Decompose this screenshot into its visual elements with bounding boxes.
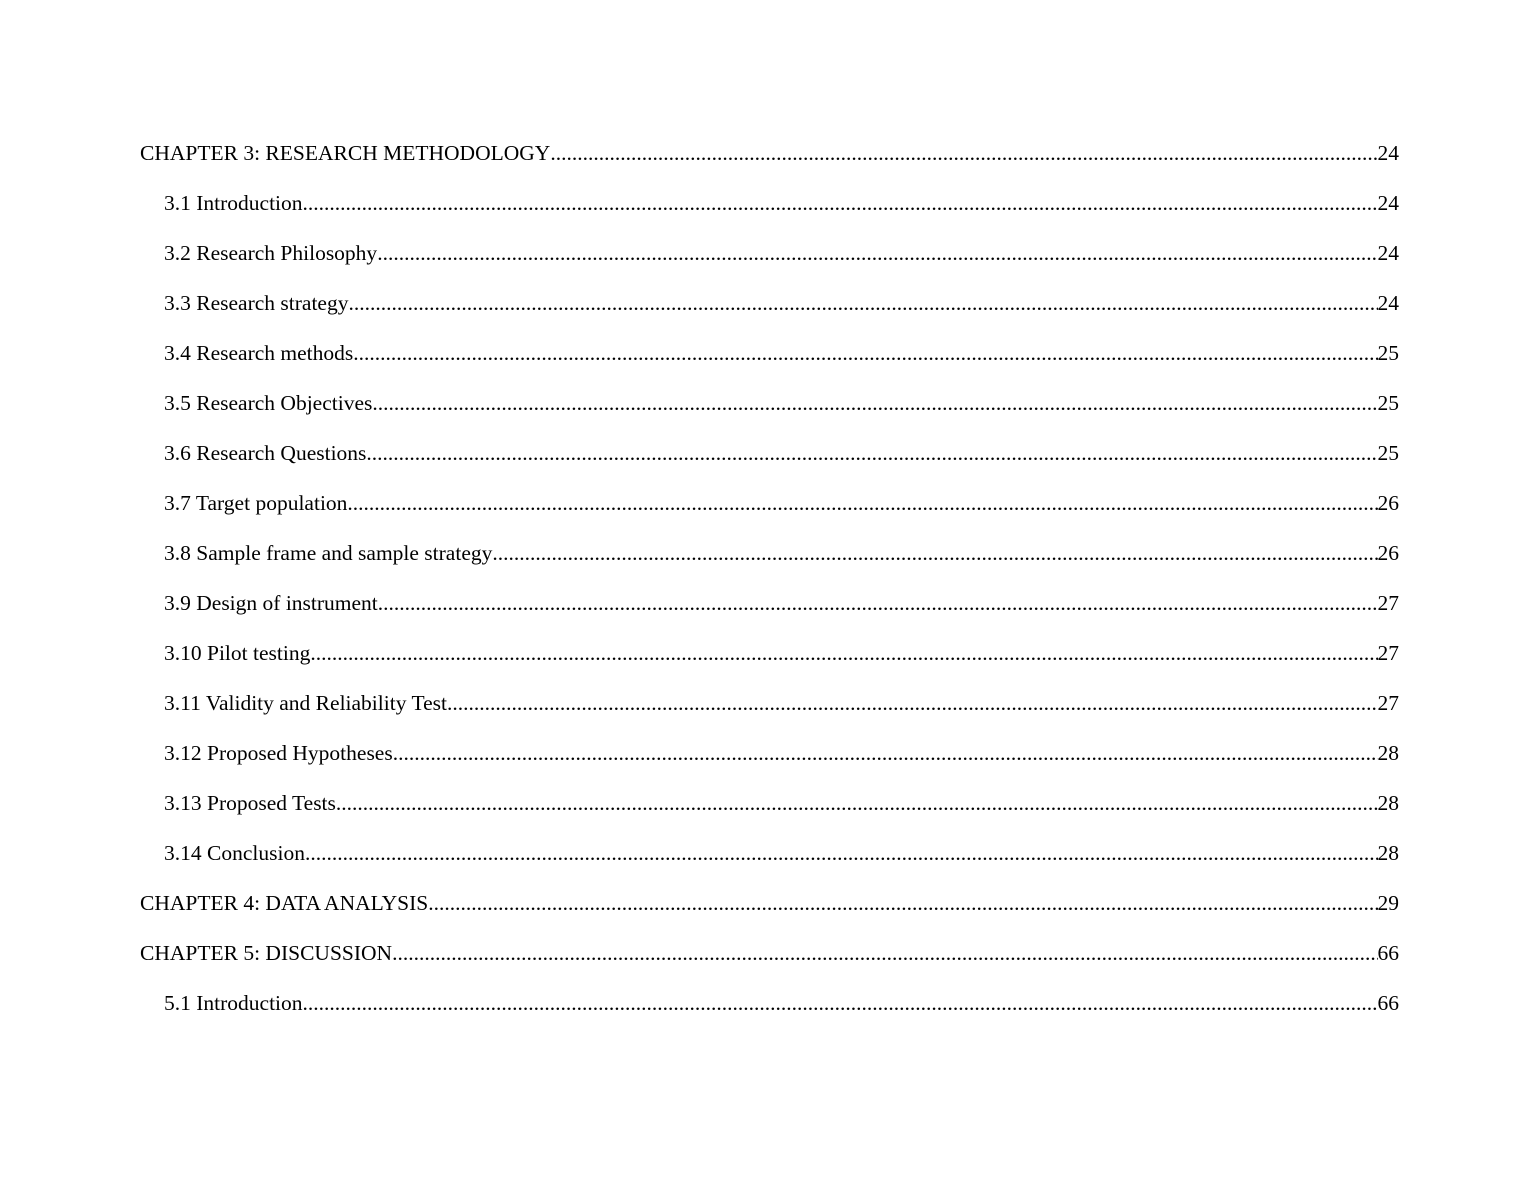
toc-entry-title: 3.13 Proposed Tests: [164, 791, 336, 815]
toc-entry-5-1[interactable]: [140, 978, 1399, 1028]
toc-page-number: 28: [1377, 741, 1399, 765]
toc-entry-3-10[interactable]: [140, 628, 1399, 678]
toc-entry-3-9[interactable]: [140, 578, 1399, 628]
toc-entry-3-3[interactable]: [140, 278, 1399, 328]
toc-page-number: 24: [1377, 241, 1399, 265]
toc-entry-title: 3.7 Target population: [164, 491, 348, 515]
toc-dot-leader: [447, 678, 1378, 728]
toc-entry-title: 3.5 Research Objectives: [164, 391, 373, 415]
toc-entry-title: 3.4 Research methods: [164, 341, 354, 365]
toc-page-number: 28: [1377, 791, 1399, 815]
toc-entry-3-6[interactable]: [140, 428, 1399, 478]
toc-dot-leader: [310, 628, 1377, 678]
toc-entry-chapter-5[interactable]: [140, 928, 1399, 978]
toc-entry-title: 3.3 Research strategy: [164, 291, 349, 315]
toc-dot-leader: [377, 228, 1377, 278]
toc-dot-leader: [348, 278, 1377, 328]
toc-entry-title: 3.1 Introduction: [164, 191, 303, 215]
toc-page-number: 27: [1377, 591, 1399, 615]
toc-entry-3-13[interactable]: [140, 778, 1399, 828]
toc-entry-3-14[interactable]: [140, 828, 1399, 878]
toc-entry-title: CHAPTER 4: DATA ANALYSIS: [140, 891, 429, 915]
toc-dot-leader: [353, 328, 1377, 378]
toc-entry-title: 3.10 Pilot testing: [164, 641, 311, 665]
toc-entry-title: 3.12 Proposed Hypotheses: [164, 741, 393, 765]
toc-page-number: 24: [1377, 291, 1399, 315]
toc-dot-leader: [303, 978, 1378, 1028]
toc-page-number: 25: [1377, 391, 1399, 415]
toc-entry-3-2[interactable]: [140, 228, 1399, 278]
toc-dot-leader: [347, 478, 1377, 528]
table-of-contents: [140, 128, 1399, 1028]
toc-entry-3-8[interactable]: [140, 528, 1399, 578]
toc-entry-title: CHAPTER 5: DISCUSSION: [140, 941, 393, 965]
toc-page-number: 66: [1377, 991, 1399, 1015]
toc-entry-title: CHAPTER 3: RESEARCH METHODOLOGY: [140, 141, 551, 165]
toc-entry-3-12[interactable]: [140, 728, 1399, 778]
toc-page-number: 28: [1377, 841, 1399, 865]
toc-dot-leader: [393, 728, 1378, 778]
toc-page-number: 24: [1377, 191, 1399, 215]
toc-page-number: 66: [1377, 941, 1399, 965]
toc-entry-3-4[interactable]: [140, 328, 1399, 378]
toc-page-number: 24: [1377, 141, 1399, 165]
toc-entry-3-11[interactable]: [140, 678, 1399, 728]
toc-entry-title: 3.9 Design of instrument: [164, 591, 378, 615]
toc-dot-leader: [372, 378, 1377, 428]
toc-page-number: 27: [1377, 641, 1399, 665]
toc-entry-title: 5.1 Introduction: [164, 991, 303, 1015]
toc-page-number: 26: [1377, 541, 1399, 565]
toc-entry-title: 3.2 Research Philosophy: [164, 241, 378, 265]
toc-entry-title: 3.14 Conclusion: [164, 841, 305, 865]
toc-entry-title: 3.8 Sample frame and sample strategy: [164, 541, 493, 565]
toc-dot-leader: [550, 128, 1377, 178]
toc-dot-leader: [366, 428, 1377, 478]
toc-page-number: 29: [1377, 891, 1399, 915]
toc-entry-chapter-3[interactable]: [140, 128, 1399, 178]
toc-entry-title: 3.11 Validity and Reliability Test: [164, 691, 447, 715]
toc-dot-leader: [303, 178, 1378, 228]
toc-page-number: 25: [1377, 341, 1399, 365]
toc-entry-chapter-4[interactable]: [140, 878, 1399, 928]
toc-dot-leader: [392, 928, 1377, 978]
toc-entry-3-5[interactable]: [140, 378, 1399, 428]
toc-page-number: 27: [1377, 691, 1399, 715]
toc-entry-3-1[interactable]: [140, 178, 1399, 228]
toc-dot-leader: [336, 778, 1378, 828]
toc-dot-leader: [305, 828, 1378, 878]
toc-dot-leader: [428, 878, 1377, 928]
toc-page-number: 26: [1377, 491, 1399, 515]
toc-page-number: 25: [1377, 441, 1399, 465]
toc-entry-title: 3.6 Research Questions: [164, 441, 367, 465]
toc-entry-3-7[interactable]: [140, 478, 1399, 528]
toc-dot-leader: [378, 578, 1378, 628]
toc-dot-leader: [492, 528, 1377, 578]
